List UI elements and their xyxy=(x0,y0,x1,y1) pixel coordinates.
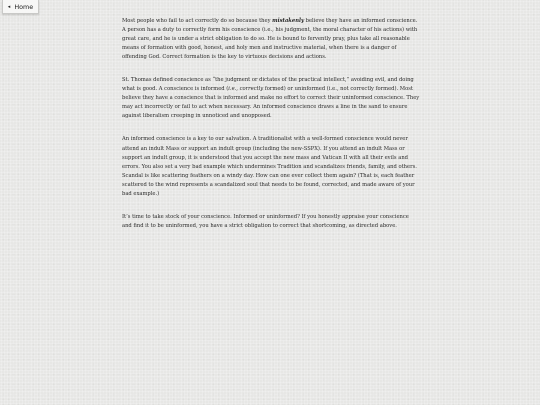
paragraph-2-text-start: St. Thomas defined conscience as “the judgment or dictates of the practical intellect,” avoiding evil, and doing what is good. A conscience is informed ( xyxy=(122,77,414,93)
paragraph-1-text-end: believe they have an informed conscience. A person has a duty to correctly form his conscience (i.e., his judgment, the moral character of his actions) with great care, and he is under a strict obligation to do so. He is bound to fervently pray, plus take all reasonable means of formation with good, honest, and holy men and instructive material, when there is a danger of offending God. Correct formation is the key to virtuous decisions and actions. xyxy=(122,18,418,61)
paragraph-4: It’s time to take stock of your conscience. Informed or uninformed? If you honestly appraise your conscience and find it to be uninformed, you have a strict obligation to correct that shortcoming, as directed above. xyxy=(122,213,409,229)
home-button-label: Home xyxy=(14,2,34,11)
back-arrow-icon: ◂ xyxy=(7,3,11,10)
paragraph-1-emphasis: mistakenly xyxy=(272,18,304,24)
article-body xyxy=(122,17,420,245)
paragraph-3: An informed conscience is a key to our salvation. A traditionalist with a well-formed conscience would never attend an indult Mass or support an indult group (including the new-SSPX). If you attend an indult Mass or support an indult group, it is understood that you accept the new mass and Vatican II with all their evils and errors. You also set a very bad example which undermines Tradition and scandalizes friends, family, and others. Scandal is like scattering feathers on a windy day. How can one ever collect them again? (That is, each feather scattered to the wind represents a scandalized soul that needs to be found, corrected, and made aware of your bad example.) xyxy=(122,136,417,197)
paragraph-1 xyxy=(122,17,420,62)
paragraph-2-italic: i.e., correctly xyxy=(228,86,264,93)
paragraph-1-text-start: Most people who fail to act correctly do so because they xyxy=(122,18,273,24)
paragraph-2 xyxy=(122,76,420,121)
paragraph-2-text-end: formed) or uninformed (i.e., not correctly formed). Most believe they have a conscience that is informed and make no effort to correct their uninformed conscience. They may act incorrectly or fail to act when necessary. An informed conscience draws a line in the sand to ensure against liberalism creeping in unnoticed and unopposed. xyxy=(122,86,420,120)
home-button[interactable] xyxy=(2,0,39,14)
